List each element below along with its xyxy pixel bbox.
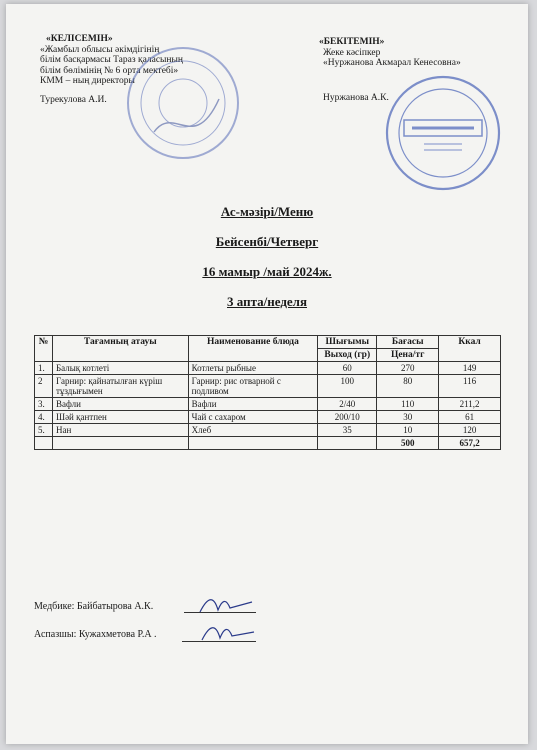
cell-dish-kz: Вафли — [52, 398, 188, 411]
cell-price: 10 — [377, 424, 439, 437]
cell-yield: 200/10 — [318, 411, 377, 424]
table-row — [35, 362, 501, 375]
table-header-row — [35, 336, 501, 349]
cell-empty — [35, 437, 53, 450]
cook-label: Аспазшы: Кужахметова Р.А . — [34, 629, 157, 640]
cell-empty — [188, 437, 318, 450]
day-title: Бейсенбі/Четверг — [215, 234, 319, 249]
table-row — [35, 411, 501, 424]
cell-kcal: 116 — [439, 375, 501, 398]
cell-price: 270 — [377, 362, 439, 375]
total-kcal: 657,2 — [439, 437, 501, 450]
cell-number: 5. — [35, 424, 53, 437]
cell-dish-ru: Вафли — [188, 398, 318, 411]
cell-dish-kz: Балық котлеті — [52, 362, 188, 375]
col-header-price-kz: Бағасы — [377, 336, 439, 349]
cell-price: 110 — [377, 398, 439, 411]
document-page — [6, 4, 528, 744]
cell-yield: 35 — [318, 424, 377, 437]
cell-kcal: 149 — [439, 362, 501, 375]
table-row — [35, 375, 501, 398]
cell-number: 3. — [35, 398, 53, 411]
cell-dish-kz: Шәй қантпен — [52, 411, 188, 424]
col-header-dish-ru: Наименование блюда — [188, 336, 318, 362]
cell-dish-ru: Чай с сахаром — [188, 411, 318, 424]
approved-signer: Нуржанова А.К. — [323, 92, 389, 103]
nurse-handwritten-signature — [196, 592, 256, 616]
agreed-title: «КЕЛІСЕМІН» — [46, 34, 113, 44]
cell-number: 2 — [35, 375, 53, 398]
col-header-yield-kz: Шығымы — [318, 336, 377, 349]
cell-dish-ru: Гарнир: рис отварной с подливом — [188, 375, 318, 398]
approved-line-1: Жеке кәсіпкер — [323, 47, 381, 58]
entrepreneur-stamp — [384, 74, 502, 192]
approved-title: «БЕКІТЕМІН» — [319, 37, 385, 47]
table-row — [35, 398, 501, 411]
cell-kcal: 61 — [439, 411, 501, 424]
cell-number: 4. — [35, 411, 53, 424]
nurse-signature-line — [34, 602, 153, 613]
cell-empty — [52, 437, 188, 450]
table-total-row — [35, 437, 501, 450]
cell-kcal: 211,2 — [439, 398, 501, 411]
cell-dish-ru: Котлеты рыбные — [188, 362, 318, 375]
col-header-number: № — [35, 336, 53, 362]
cell-price: 80 — [377, 375, 439, 398]
approved-line-2: «Нуржанова Акмарал Кенесовна» — [323, 58, 461, 68]
menu-table — [34, 335, 501, 450]
agreed-line-2: білім басқармасы Тараз қаласының — [40, 55, 183, 65]
page-title: Ас-мәзірі/Меню — [220, 204, 314, 219]
cell-yield: 100 — [318, 375, 377, 398]
col-header-dish-kz: Тағамның атауы — [52, 336, 188, 362]
col-header-kcal: Ккал — [439, 336, 501, 362]
table-row — [35, 424, 501, 437]
agreed-signer: Турекулова А.И. — [40, 94, 107, 105]
cell-yield: 2/40 — [318, 398, 377, 411]
cell-dish-kz: Гарнир: қайнатылған күріш тұздығымен — [52, 375, 188, 398]
cook-signature-line — [34, 630, 157, 641]
agreed-line-1: «Жамбыл облысы әкімдігінің — [40, 44, 160, 55]
date-title: 16 мамыр /май 2024ж. — [202, 264, 332, 279]
col-header-yield-ru: Выход (гр) — [318, 349, 377, 362]
week-title: 3 апта/неделя — [227, 294, 307, 309]
cell-yield: 60 — [318, 362, 377, 375]
cell-dish-ru: Хлеб — [188, 424, 318, 437]
cell-kcal: 120 — [439, 424, 501, 437]
cell-dish-kz: Нан — [52, 424, 188, 437]
total-price: 500 — [377, 437, 439, 450]
cell-number: 1. — [35, 362, 53, 375]
nurse-label: Медбике: Байбатырова А.К. — [34, 601, 154, 612]
col-header-price-ru: Цена/тг — [377, 349, 439, 362]
agreed-line-3: білім бөлімінің № 6 орта мектебі» — [40, 65, 179, 76]
agreed-line-4: КММ – ның директоры — [40, 76, 135, 86]
school-stamp — [124, 44, 242, 162]
cell-empty — [318, 437, 377, 450]
cook-handwritten-signature — [198, 620, 258, 644]
cell-price: 30 — [377, 411, 439, 424]
